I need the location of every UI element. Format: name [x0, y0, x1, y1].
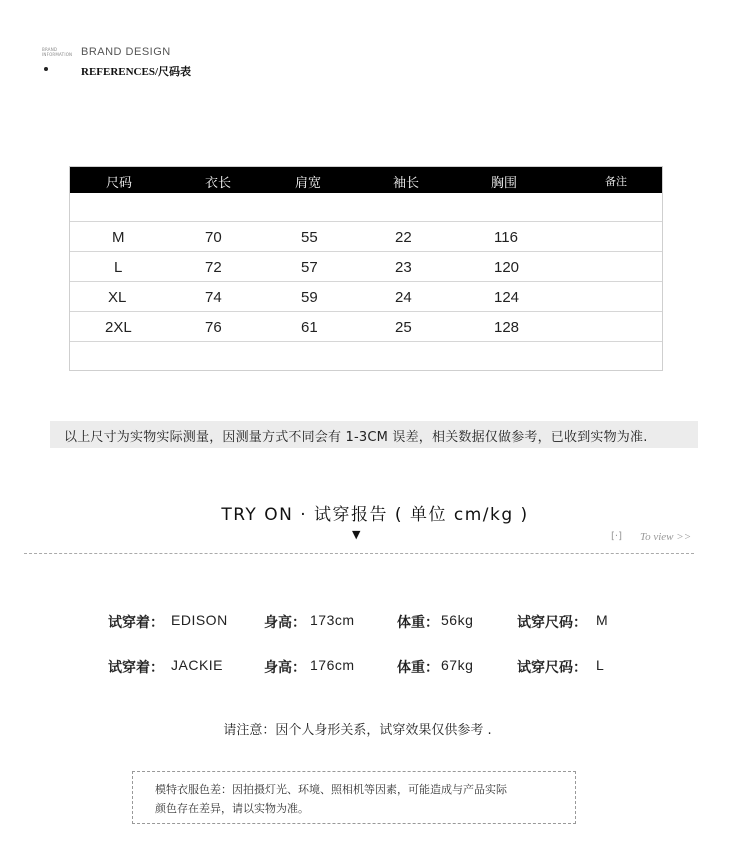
- model-weight-label: 体重：: [397, 615, 439, 631]
- model-weight: 56kg: [441, 612, 474, 628]
- table-row: [70, 281, 662, 311]
- cell-size: XL: [108, 289, 127, 306]
- references-title: REFERENCES/尺码表: [81, 66, 192, 78]
- cell-sleeve: 25: [395, 319, 412, 336]
- header-size: 尺码: [106, 176, 133, 191]
- table-empty-row: [70, 341, 662, 370]
- down-triangle-icon: ▼: [352, 528, 361, 541]
- cell-chest: 116: [494, 229, 518, 246]
- bullet-dot-icon: [44, 67, 48, 71]
- dashed-divider: [24, 553, 694, 554]
- model-height: 173cm: [310, 612, 355, 628]
- cell-chest: 120: [494, 259, 520, 276]
- cell-shoulder: 55: [301, 229, 318, 246]
- model-row: [0, 612, 750, 634]
- brand-information-mark: [42, 47, 82, 57]
- color-note-line: 颜色存在差异，请以实物为准。: [155, 802, 309, 815]
- model-height-label: 身高：: [264, 615, 306, 631]
- table-row: [70, 311, 662, 341]
- brand-design-label: BRAND DESIGN: [81, 46, 171, 58]
- cell-size: M: [112, 229, 125, 246]
- cell-size: 2XL: [105, 319, 132, 336]
- cell-sleeve: 22: [395, 229, 412, 246]
- cell-length: 72: [205, 259, 222, 276]
- measurement-note-text: 以上尺寸为实物实际测量，因测量方式不同会有 1-3CM 误差，相关数据仅做参考，已收到实物为准.: [64, 430, 648, 445]
- model-height: 176cm: [310, 657, 355, 673]
- cell-shoulder: 59: [301, 289, 318, 306]
- try-on-title: TRY ON · 试穿报告 ( 单位 cm/kg ): [221, 505, 529, 525]
- fit-notice: 请注意：因个人身形关系，试穿效果仅供参考 .: [223, 723, 492, 738]
- cell-size: L: [114, 259, 123, 276]
- size-table: [69, 166, 663, 371]
- to-view-link[interactable]: To view >>: [640, 531, 692, 543]
- model-row: [0, 657, 750, 679]
- model-name: EDISON: [171, 612, 228, 628]
- table-row: [70, 221, 662, 251]
- header-shoulder: 肩宽: [295, 176, 322, 191]
- model-size: L: [596, 657, 605, 673]
- cell-length: 74: [205, 289, 222, 306]
- model-weight-label: 体重：: [397, 660, 439, 676]
- cell-shoulder: 61: [301, 319, 318, 336]
- header-chest: 胸围: [491, 176, 518, 191]
- model-size-label: 试穿尺码：: [517, 660, 587, 676]
- size-table-header: [70, 167, 662, 193]
- header-sleeve: 袖长: [393, 176, 420, 191]
- table-row: [70, 251, 662, 281]
- model-name-label: 试穿着：: [108, 615, 164, 631]
- table-spacer-row: [70, 193, 662, 221]
- model-weight: 67kg: [441, 657, 474, 673]
- cell-chest: 124: [494, 289, 520, 306]
- model-name-label: 试穿着：: [108, 660, 164, 676]
- expand-icon: [·]: [611, 531, 622, 542]
- cell-shoulder: 57: [301, 259, 318, 276]
- cell-chest: 128: [494, 319, 520, 336]
- model-name: JACKIE: [171, 657, 224, 673]
- model-size-label: 试穿尺码：: [517, 615, 587, 631]
- color-difference-note: [132, 771, 576, 824]
- cell-length: 76: [205, 319, 222, 336]
- cell-length: 70: [205, 229, 222, 246]
- header-length: 衣长: [205, 176, 232, 191]
- measurement-note-bar: [50, 421, 698, 448]
- color-note-line: 模特衣服色差：因拍摄灯光、环境、照相机等因素，可能造成与产品实际: [155, 783, 507, 796]
- model-size: M: [596, 612, 609, 628]
- cell-sleeve: 24: [395, 289, 412, 306]
- cell-sleeve: 23: [395, 259, 412, 276]
- header-remarks: 备注: [605, 175, 627, 188]
- model-height-label: 身高：: [264, 660, 306, 676]
- brand-small-label: BRAND: [42, 47, 58, 52]
- information-small-label: INFORMATION: [42, 52, 73, 57]
